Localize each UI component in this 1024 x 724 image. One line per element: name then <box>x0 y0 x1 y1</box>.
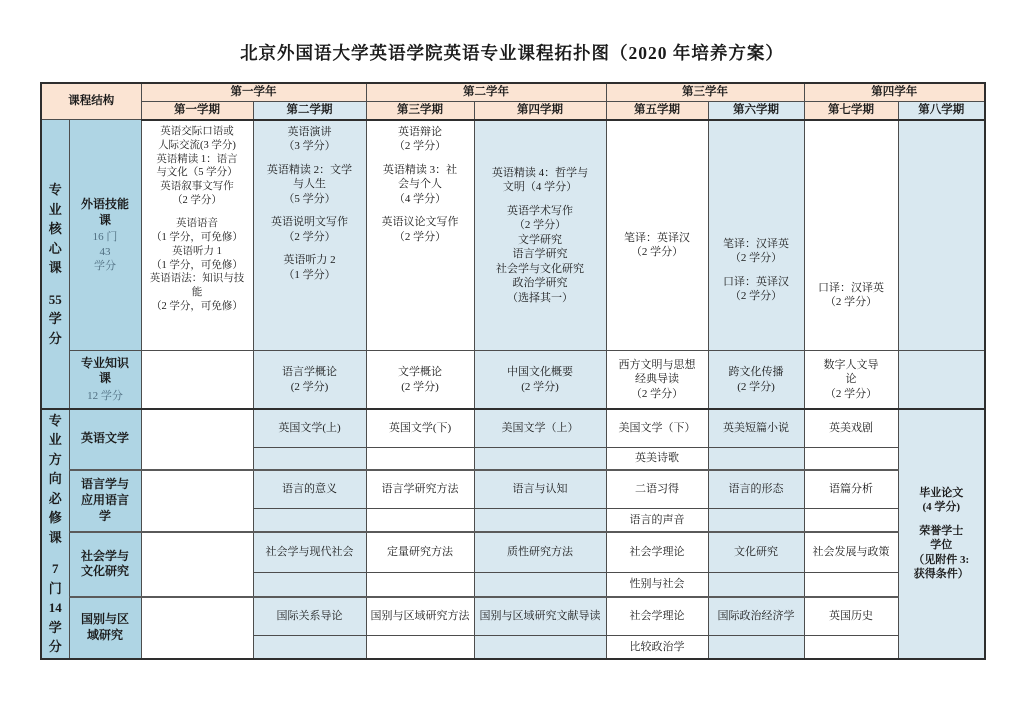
text-line: （2 学分） <box>283 230 336 243</box>
text-line: 英语精读 3：社 <box>382 163 458 176</box>
course-cell-empty <box>366 448 474 470</box>
text-line: 分 <box>48 639 62 655</box>
course-cell: 美国文学（下） <box>606 409 708 448</box>
text-line: 7 门 <box>48 561 62 596</box>
semester-header: 第六学期 <box>708 101 804 119</box>
text-line: （2 学分，可免修） <box>151 301 243 313</box>
course-cell <box>141 120 253 351</box>
text-line <box>256 244 364 253</box>
text-line: 英语语音 <box>176 218 218 230</box>
course-cell-empty <box>474 636 606 659</box>
category-skills <box>69 120 141 351</box>
text-line: 学分 <box>94 260 116 273</box>
curriculum-table <box>40 82 986 660</box>
text-line: 课 <box>98 371 111 386</box>
text-line: 学 <box>98 508 111 523</box>
text-line <box>369 154 472 163</box>
semester-header: 第三学期 <box>366 101 474 119</box>
text-line <box>144 208 251 217</box>
text-line: 应用语言 <box>80 492 129 507</box>
text-line: 心 <box>48 240 62 256</box>
text-line: 会与个人 <box>398 178 442 191</box>
text-line: （1 学分，可免修） <box>151 259 243 271</box>
text-line: 与人生 <box>293 178 326 191</box>
text-line: （2 学分） <box>172 195 222 207</box>
text-line: 与文化（5 学分） <box>156 167 238 179</box>
course-cell: 语言的声音 <box>606 509 708 532</box>
text-line: 修 <box>48 510 62 526</box>
course-cell: 国别与区域研究方法 <box>366 597 474 636</box>
course-cell-empty <box>898 120 985 351</box>
course-cell: 英国历史 <box>804 597 898 636</box>
text-line: 中国文化概要 <box>507 366 573 379</box>
text-line: 55 <box>48 291 62 307</box>
text-line: 笔译：英译汉 <box>624 231 690 244</box>
text-line: （1 学分） <box>283 269 336 281</box>
knowledge-row <box>41 351 985 409</box>
course-cell: 国别与区域研究文献导读 <box>474 597 606 636</box>
text-line: 课 <box>48 260 62 276</box>
text-line: 英语听力 1 <box>172 245 222 257</box>
course-cell: 二语习得 <box>606 470 708 509</box>
text-line <box>369 206 472 215</box>
text-line: 英语叙事文写作 <box>160 181 234 193</box>
course-cell <box>366 120 474 351</box>
course-cell <box>606 120 708 351</box>
text-line: （2 学分） <box>729 252 783 265</box>
course-cell-empty <box>366 636 474 659</box>
text-line: 学 <box>48 619 62 635</box>
text-line: 文明（4 学分） <box>502 181 578 194</box>
year-header: 第四学年 <box>804 83 985 101</box>
category-name <box>72 197 139 229</box>
text-line: 英语学术写作 <box>507 204 573 217</box>
text-line: （2 学分） <box>824 296 878 309</box>
course-cell <box>804 351 898 409</box>
text-line: 43 <box>99 245 111 258</box>
course-cell: 质性研究方法 <box>474 532 606 573</box>
course-cell: 英美短篇小说 <box>708 409 804 448</box>
course-cell-empty <box>708 636 804 659</box>
text-line: 获得条件） <box>913 568 969 581</box>
text-line: 分 <box>48 330 62 346</box>
section-label-elective <box>41 409 69 659</box>
text-line: 英语精读 1：语言 <box>156 153 238 165</box>
text-line: 14 <box>48 600 62 616</box>
course-cell-empty <box>141 597 253 659</box>
course-cell: 社会发展与政策 <box>804 532 898 573</box>
text-line: 必 <box>48 490 62 506</box>
text-line: 语言学研究 <box>512 248 568 261</box>
text-line: 16 门 <box>92 231 118 244</box>
course-cell-empty <box>708 509 804 532</box>
text-line: 跨文化传播 <box>728 366 784 379</box>
text-line: （2 学分） <box>729 290 783 303</box>
course-cell: 语言的形态 <box>708 470 804 509</box>
text-line: 核 <box>48 221 62 237</box>
year-header-row <box>41 83 985 101</box>
text-line: 专 <box>48 182 62 198</box>
course-cell-empty <box>141 470 253 532</box>
text-line: (2 学分) <box>401 380 439 393</box>
text-line: 能 <box>191 287 203 299</box>
course-cell-empty <box>141 409 253 470</box>
course-cell <box>708 120 804 351</box>
text-line: 语言学与 <box>80 477 129 492</box>
text-line: 英语议论文写作 <box>381 216 459 229</box>
category-meta <box>72 389 139 404</box>
course-cell: 定量研究方法 <box>366 532 474 573</box>
skills-row <box>41 120 985 351</box>
text-line: （4 学分） <box>393 192 447 205</box>
text-line: 语言学概论 <box>282 366 337 379</box>
text-line: 社会学与 <box>80 548 129 563</box>
text-line: （2 学分） <box>824 387 878 400</box>
text-line: （2 学分） <box>630 387 684 400</box>
text-line: 英语听力 2 <box>283 254 336 267</box>
course-cell-empty <box>708 573 804 597</box>
semester-header: 第二学期 <box>253 101 366 119</box>
text-line: 文学研究 <box>518 233 562 246</box>
course-cell-empty <box>253 573 366 597</box>
text-line: 论 <box>845 373 857 386</box>
category-name <box>69 532 141 597</box>
text-line: 外语技能 <box>80 196 129 211</box>
category-name <box>69 409 141 470</box>
text-line: 政治学研究 <box>512 277 568 290</box>
semester-header: 第四学期 <box>474 101 606 119</box>
text-line: 业 <box>48 201 62 217</box>
course-cell-empty <box>366 509 474 532</box>
text-line: （选择其一） <box>507 291 573 304</box>
page-title: 北京外国语大学英语学院英语专业课程拓扑图（2020 年培养方案） <box>240 43 784 63</box>
category-meta <box>72 230 139 274</box>
course-cell: 语篇分析 <box>804 470 898 509</box>
text-line: 国别与区 <box>80 612 129 627</box>
text-line: 英语文学 <box>80 431 129 446</box>
semester-header: 第七学期 <box>804 101 898 119</box>
course-cell: 语言的意义 <box>253 470 366 509</box>
text-line: 英语精读 4：哲学与 <box>491 166 589 179</box>
year-header: 第二学年 <box>366 83 606 101</box>
text-line <box>477 195 604 204</box>
course-cell <box>253 351 366 409</box>
semester-header: 第八学期 <box>898 101 985 119</box>
text-line: 英语精读 2：文学 <box>266 163 353 176</box>
text-line <box>901 515 983 524</box>
text-line: 口译：英译汉 <box>723 275 789 288</box>
course-cell: 社会学与现代社会 <box>253 532 366 573</box>
curriculum-table-wrap <box>40 82 986 660</box>
course-cell-empty <box>253 636 366 659</box>
text-line: 专 <box>48 412 62 428</box>
course-cell: 社会学理论 <box>606 597 708 636</box>
text-line: 方 <box>48 451 62 467</box>
course-cell-empty <box>804 509 898 532</box>
course-cell-empty <box>141 532 253 597</box>
course-cell: 语言与认知 <box>474 470 606 509</box>
course-cell-empty <box>804 573 898 597</box>
text-line <box>711 266 802 275</box>
text-line: (2 学分) <box>521 380 559 393</box>
course-cell: 美国文学（上） <box>474 409 606 448</box>
course-cell-empty <box>804 636 898 659</box>
course-cell: 英美戏剧 <box>804 409 898 448</box>
category-name <box>72 356 139 388</box>
text-line: 课 <box>48 529 62 545</box>
text-line <box>256 154 364 163</box>
course-cell <box>804 120 898 351</box>
course-cell-empty <box>474 573 606 597</box>
text-line: （2 学分） <box>393 140 447 153</box>
text-line: 笔译：汉译英 <box>723 237 789 250</box>
course-cell: 英国文学(上) <box>253 409 366 448</box>
category-row <box>41 597 985 636</box>
text-line <box>44 278 67 290</box>
course-cell <box>474 351 606 409</box>
text-line: 英语交际口语或 <box>160 125 234 137</box>
category-name <box>69 597 141 659</box>
text-line: 12 学分 <box>87 390 123 403</box>
text-line: 英语说明文写作 <box>271 216 348 229</box>
text-line: （2 学分） <box>513 219 567 232</box>
course-cell: 性别与社会 <box>606 573 708 597</box>
text-line <box>256 206 364 215</box>
semester-header: 第五学期 <box>606 101 708 119</box>
course-cell: 国际政治经济学 <box>708 597 804 636</box>
corner-header: 课程结构 <box>41 83 141 120</box>
category-row <box>41 532 985 573</box>
text-line: （3 学分） <box>283 140 336 153</box>
course-cell-empty <box>708 448 804 470</box>
text-line: （2 学分） <box>630 246 684 259</box>
category-row <box>41 409 985 448</box>
course-cell <box>708 351 804 409</box>
text-line: （5 学分） <box>283 192 336 205</box>
text-line: 经典导读 <box>635 373 679 386</box>
text-line <box>44 547 67 559</box>
text-line: 业 <box>48 432 62 448</box>
text-line: （2 学分） <box>393 230 447 243</box>
text-line: 课 <box>98 212 111 227</box>
text-line: 英语辩论 <box>398 125 442 138</box>
course-cell <box>253 120 366 351</box>
text-line: 毕业论文 <box>919 486 964 499</box>
text-line: 口译：汉译英 <box>818 281 884 294</box>
text-line: 向 <box>48 471 62 487</box>
course-cell-empty <box>474 509 606 532</box>
course-cell: 社会学理论 <box>606 532 708 573</box>
text-line: 英语演讲 <box>287 125 332 138</box>
course-cell-empty <box>474 448 606 470</box>
category-row <box>41 470 985 509</box>
text-line: 专业知识 <box>80 355 129 370</box>
course-cell <box>474 120 606 351</box>
year-header: 第三学年 <box>606 83 804 101</box>
text-line: 西方文明与思想 <box>618 358 696 371</box>
course-cell-empty <box>898 351 985 409</box>
text-line: 文学概论 <box>398 366 442 379</box>
semester-header: 第一学期 <box>141 101 253 119</box>
course-cell-empty <box>804 448 898 470</box>
semester-header-row <box>41 101 985 119</box>
course-cell-empty <box>253 509 366 532</box>
course-cell: 英美诗歌 <box>606 448 708 470</box>
text-line: 荣誉学士 <box>919 524 964 537</box>
text-line: (4 学分) <box>922 501 961 514</box>
year-header: 第一学年 <box>141 83 366 101</box>
text-line: （见附件 3: <box>913 553 970 566</box>
section-label-core <box>41 120 69 409</box>
text-line: (2 学分) <box>737 380 775 393</box>
text-line: 数字人文导 <box>823 358 879 371</box>
category-name <box>69 470 141 532</box>
course-cell: 语言学研究方法 <box>366 470 474 509</box>
text-line: 学位 <box>930 539 953 552</box>
text-line: 学 <box>48 311 62 327</box>
course-cell: 比较政治学 <box>606 636 708 659</box>
text-line: （1 学分，可免修） <box>151 231 243 243</box>
course-cell-empty <box>366 573 474 597</box>
category-knowledge <box>69 351 141 409</box>
course-cell: 文化研究 <box>708 532 804 573</box>
course-cell-empty <box>141 351 253 409</box>
thesis-cell <box>898 409 985 659</box>
text-line: 英语语法：知识与技 <box>149 273 245 285</box>
text-line: 文化研究 <box>80 564 129 579</box>
text-line: 人际交流(3 学分) <box>158 139 236 151</box>
course-cell <box>606 351 708 409</box>
course-cell: 国际关系导论 <box>253 597 366 636</box>
course-cell <box>366 351 474 409</box>
course-cell: 英国文学(下) <box>366 409 474 448</box>
course-cell-empty <box>253 448 366 470</box>
text-line: 域研究 <box>86 627 123 642</box>
text-line: (2 学分) <box>290 380 329 393</box>
text-line: 社会学与文化研究 <box>496 262 584 275</box>
